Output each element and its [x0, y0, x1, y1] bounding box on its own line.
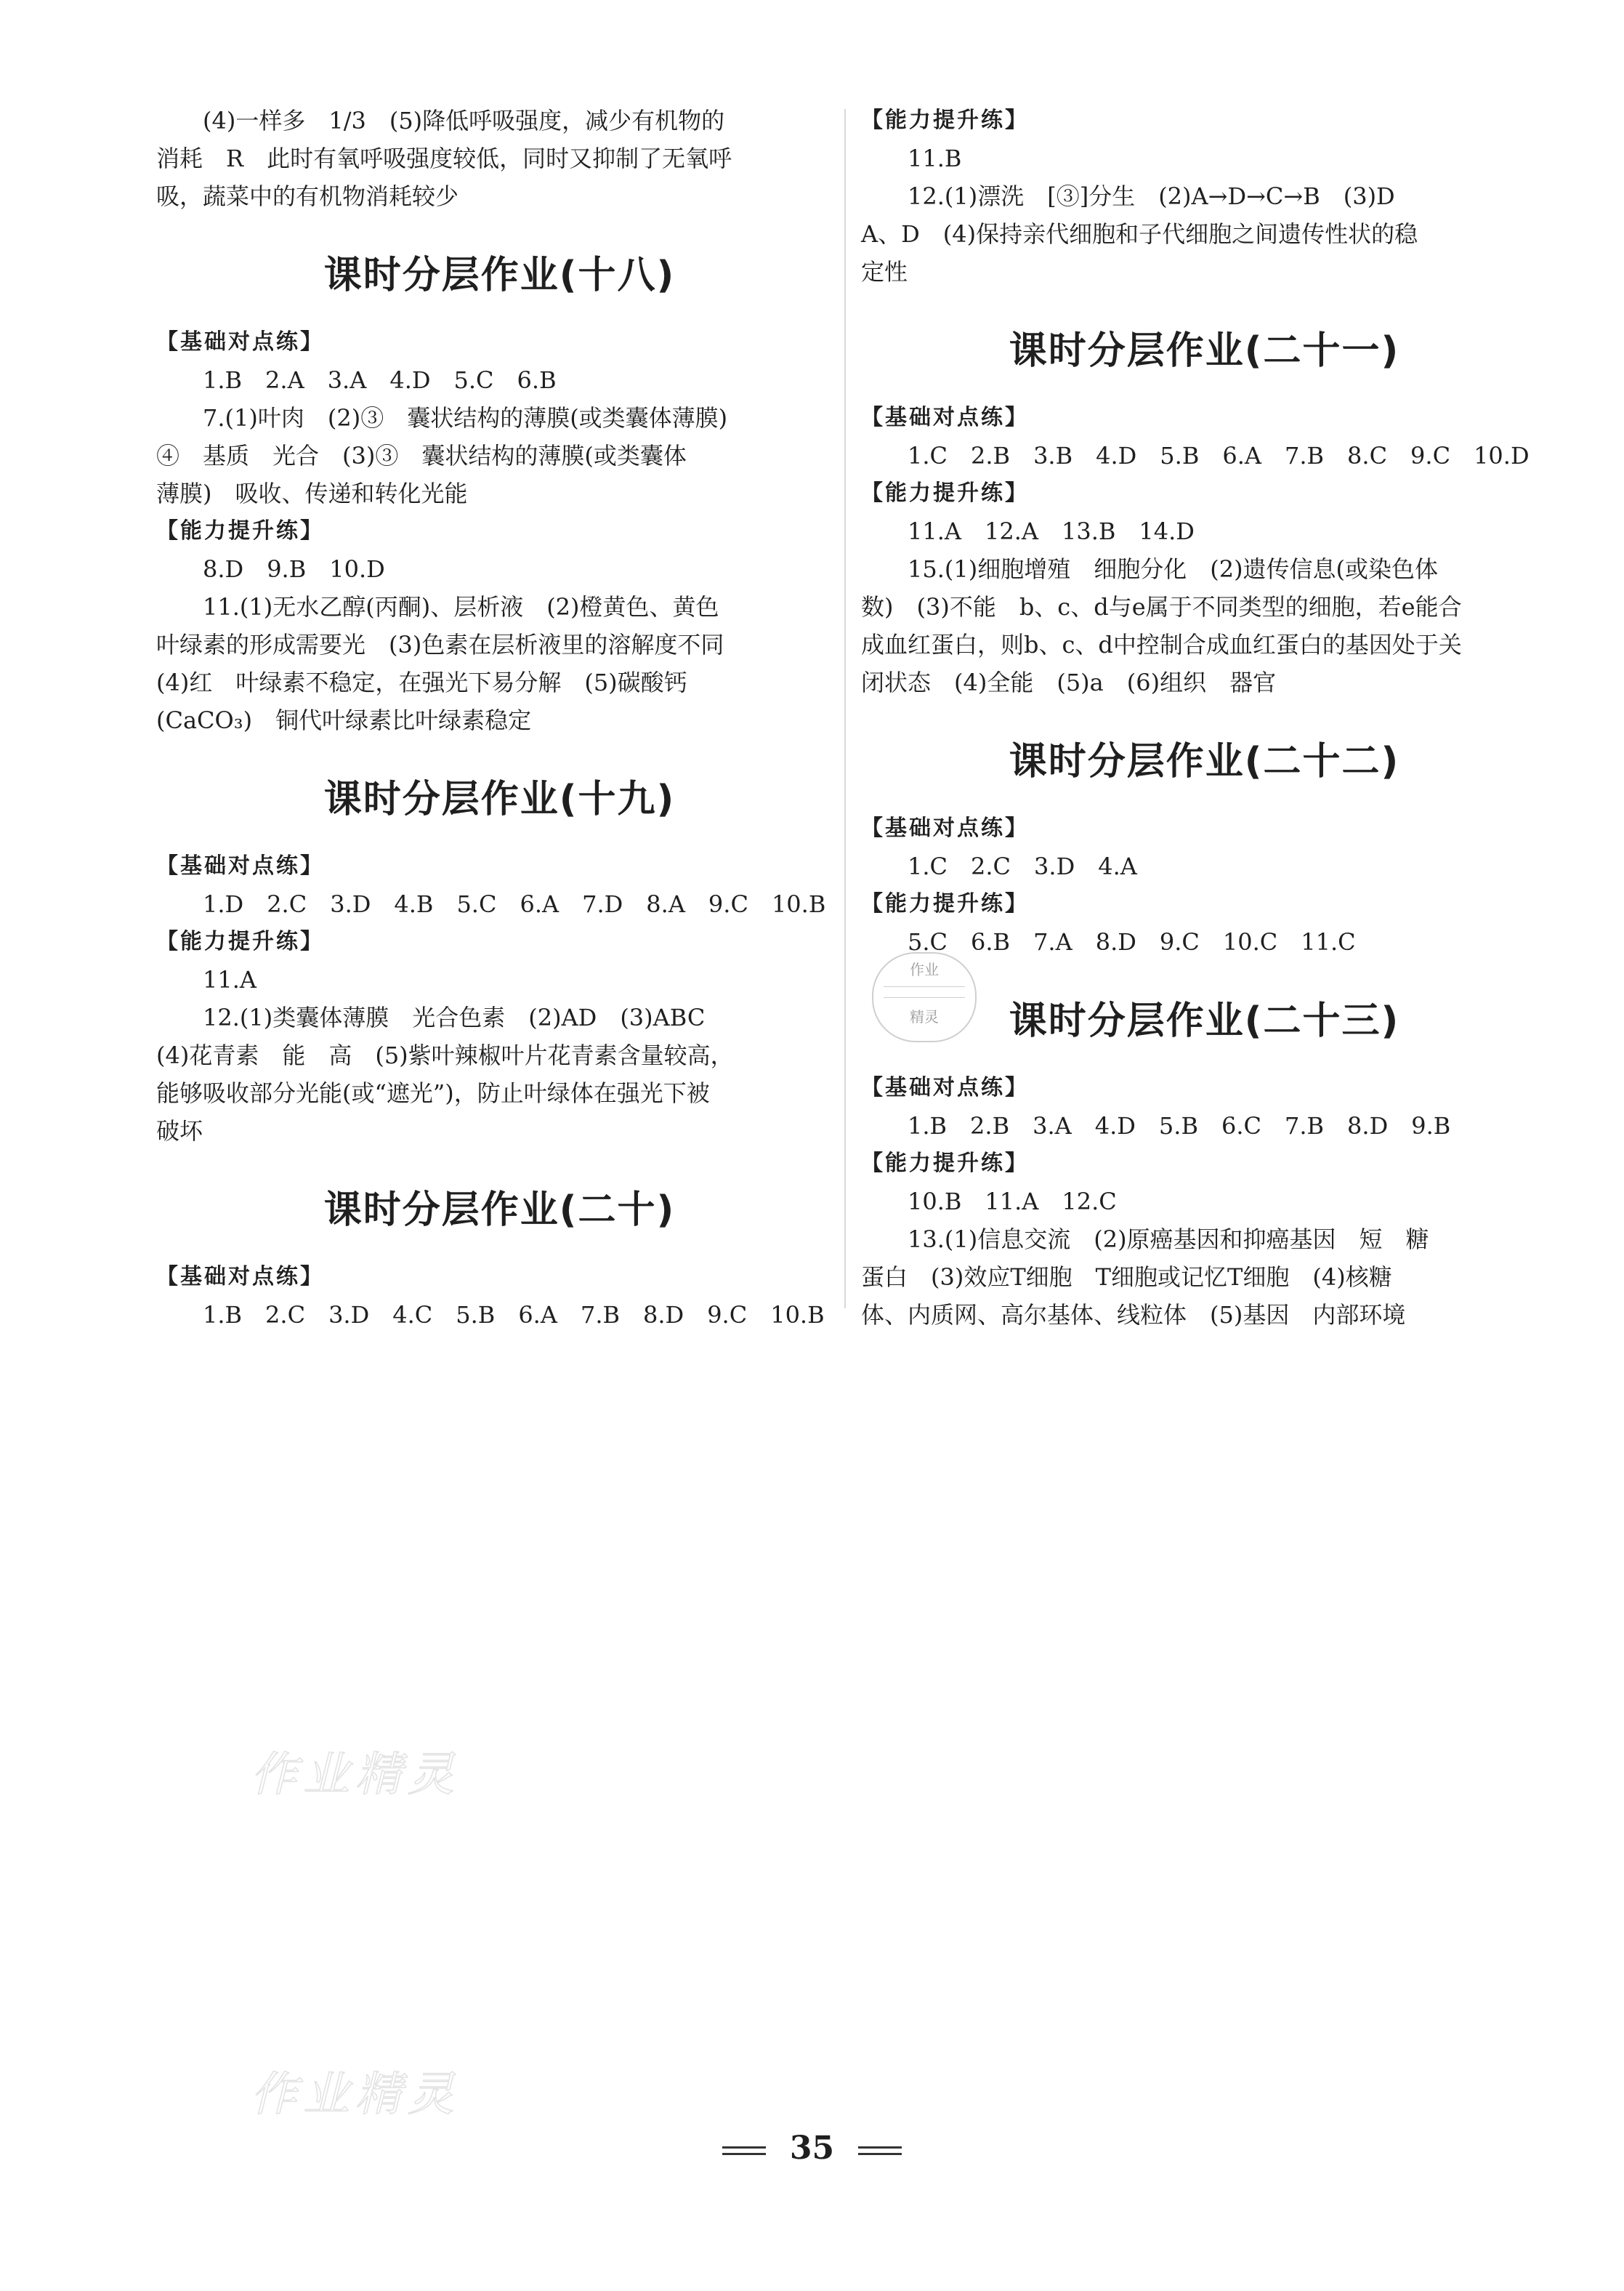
answer-line: 5.C 6.B 7.A 8.D 9.C 10.C 11.C	[908, 928, 1356, 956]
answer-line: 蛋白 (3)效应T细胞 T细胞或记忆T细胞 (4)核糖	[861, 1263, 1392, 1291]
section-title-19: 课时分层作业(十九)	[323, 778, 676, 821]
left-column	[156, 102, 843, 1334]
answer-line: 7.(1)叶肉 (2)③ 囊状结构的薄膜(或类囊体薄膜)	[203, 404, 728, 432]
advanced-practice-tag: 【能力提升练】	[861, 891, 1029, 917]
ornament-right	[858, 2146, 902, 2155]
intro-line-1: (4)一样多 1/3 (5)降低呼吸强度，减少有机物的	[203, 107, 725, 134]
answer-line: 10.B 11.A 12.C	[908, 1188, 1117, 1215]
answer-line: 1.C 2.C 3.D 4.A	[908, 853, 1137, 880]
answer-line: 11.A 12.A 13.B 14.D	[908, 518, 1195, 545]
basic-practice-tag: 【基础对点练】	[156, 329, 324, 355]
basic-practice-tag: 【基础对点练】	[156, 1264, 324, 1289]
answer-line: 体、内质网、高尔基体、线粒体 (5)基因 内部环境	[861, 1301, 1406, 1329]
section-title-20: 课时分层作业(二十)	[323, 1188, 676, 1232]
section-title-18: 课时分层作业(十八)	[323, 254, 676, 297]
watermark: 作业精灵	[251, 2068, 460, 2122]
answer-line: ④ 基质 光合 (3)③ 囊状结构的薄膜(或类囊体	[156, 442, 687, 470]
answer-line: 叶绿素的形成需要光 (3)色素在层析液里的溶解度不同	[156, 631, 724, 659]
page-number: 35	[789, 2130, 835, 2167]
basic-practice-tag: 【基础对点练】	[156, 853, 324, 879]
advanced-practice-tag: 【能力提升练】	[861, 480, 1029, 506]
answer-line: 11.A	[203, 966, 256, 994]
answer-line: (4)红 叶绿素不稳定，在强光下易分解 (5)碳酸钙	[156, 669, 687, 696]
section-title-22: 课时分层作业(二十二)	[1009, 740, 1400, 784]
page-number-footer	[0, 2130, 1624, 2167]
answer-line: 12.(1)类囊体薄膜 光合色素 (2)AD (3)ABC	[203, 1004, 706, 1031]
answer-line: A、D (4)保持亲代细胞和子代细胞之间遗传性状的稳	[861, 220, 1418, 248]
answer-line: (4)花青素 能 高 (5)紫叶辣椒叶片花青素含量较高，	[156, 1042, 734, 1069]
basic-practice-tag: 【基础对点练】	[861, 816, 1029, 841]
answer-line: 13.(1)信息交流 (2)原癌基因和抑癌基因 短 糖	[908, 1225, 1429, 1253]
answer-line: 15.(1)细胞增殖 细胞分化 (2)遗传信息(或染色体	[908, 555, 1439, 583]
answer-line: (CaCO₃) 铜代叶绿素比叶绿素稳定	[156, 706, 532, 734]
answer-line: 1.B 2.B 3.A 4.D 5.B 6.C 7.B 8.D 9.B	[908, 1112, 1451, 1140]
advanced-practice-tag: 【能力提升练】	[861, 1151, 1029, 1176]
answer-line: 能够吸收部分光能(或“遮光”)，防止叶绿体在强光下被	[156, 1079, 710, 1107]
advanced-practice-tag: 【能力提升练】	[156, 518, 324, 544]
answer-line: 8.D 9.B 10.D	[203, 555, 385, 583]
basic-practice-tag: 【基础对点练】	[861, 405, 1029, 430]
intro-line-2: 消耗 R 此时有氧呼吸强度较低，同时又抑制了无氧呼	[156, 145, 732, 172]
answer-line: 成血红蛋白，则b、c、d中控制合成血红蛋白的基因处于关	[861, 631, 1462, 659]
answer-line: 12.(1)漂洗 [③]分生 (2)A→D→C→B (3)D	[908, 182, 1395, 210]
answer-line: 1.C 2.B 3.B 4.D 5.B 6.A 7.B 8.C 9.C 10.D	[908, 442, 1530, 470]
advanced-practice-tag: 【能力提升练】	[156, 929, 324, 954]
right-column	[861, 102, 1548, 1334]
advanced-practice-tag: 【能力提升练】	[861, 108, 1029, 133]
answer-line: 11.B	[908, 145, 962, 172]
answer-line: 破坏	[156, 1117, 203, 1145]
watermark: 作业精灵	[251, 1748, 460, 1802]
answer-line: 闭状态 (4)全能 (5)a (6)组织 器官	[861, 669, 1277, 696]
section-title-21: 课时分层作业(二十一)	[1009, 329, 1400, 373]
answer-line: 薄膜) 吸收、传递和转化光能	[156, 480, 468, 507]
seal-stamp	[872, 952, 977, 1042]
intro-line-3: 吸，蔬菜中的有机物消耗较少	[156, 182, 459, 210]
answer-line: 1.B 2.C 3.D 4.C 5.B 6.A 7.B 8.D 9.C 10.B	[203, 1301, 825, 1329]
section-title-23: 课时分层作业(二十三)	[1009, 999, 1400, 1043]
basic-practice-tag: 【基础对点练】	[861, 1075, 1029, 1100]
answer-line: 定性	[861, 258, 908, 286]
answer-line: 11.(1)无水乙醇(丙酮)、层析液 (2)橙黄色、黄色	[203, 593, 719, 621]
column-divider	[844, 109, 846, 1308]
ornament-left	[722, 2146, 766, 2155]
seal-text-bottom: 精灵	[910, 1008, 939, 1026]
answer-line: 1.D 2.C 3.D 4.B 5.C 6.A 7.D 8.A 9.C 10.B	[203, 890, 826, 918]
seal-text-top: 作业	[910, 961, 939, 978]
answer-line: 1.B 2.A 3.A 4.D 5.C 6.B	[203, 366, 557, 394]
answer-line: 数) (3)不能 b、c、d与e属于不同类型的细胞，若e能合	[861, 593, 1462, 621]
